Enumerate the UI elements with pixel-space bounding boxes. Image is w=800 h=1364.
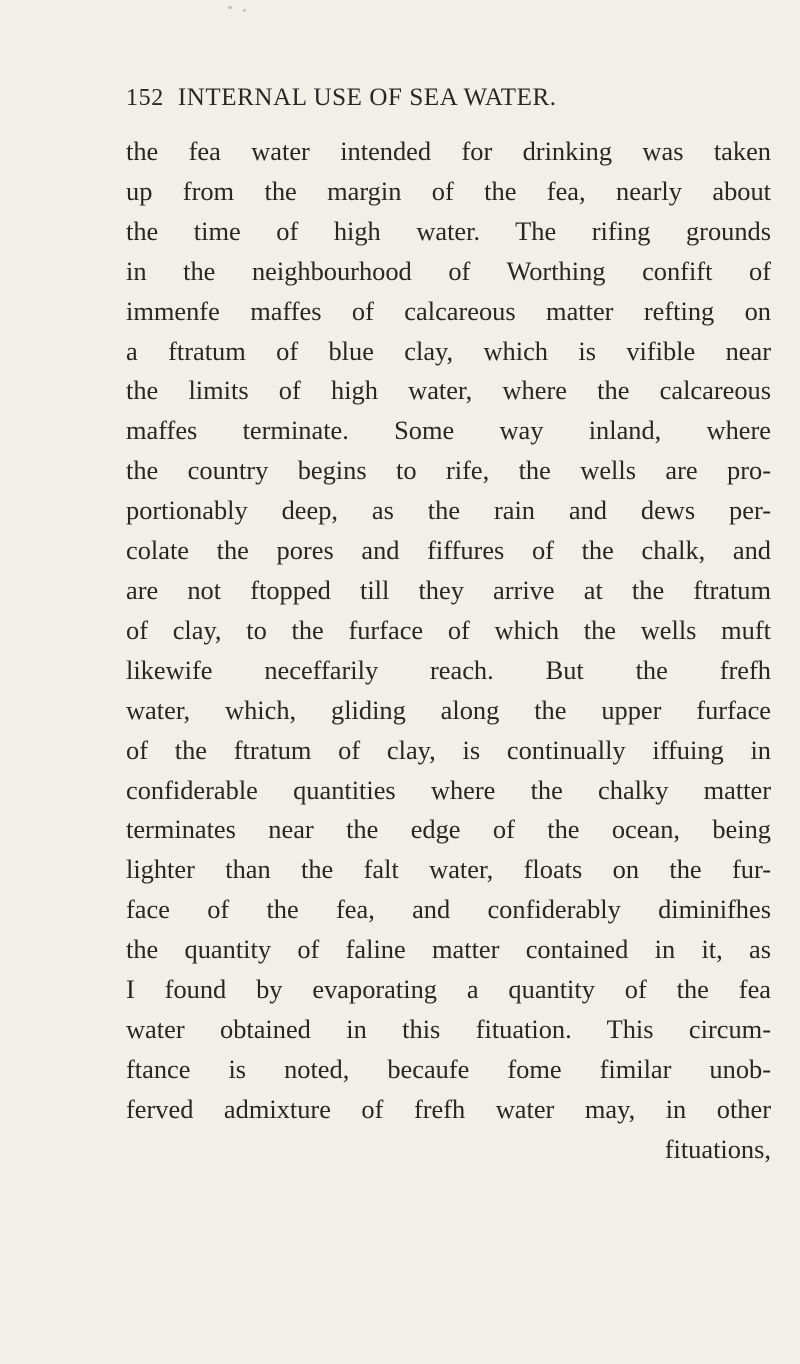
text-line: I found by evaporating a quantity of the fea — [126, 974, 771, 1005]
running-title: INTERNAL USE OF SEA WATER. — [177, 84, 557, 111]
text-line: ftance is noted, becaufe fome fimilar unob- — [126, 1053, 771, 1084]
text-line: the limits of high water, where the calcareous — [126, 375, 771, 406]
text-line: face of the fea, and confiderably diminifhes — [126, 894, 771, 925]
text-line: of clay, to the furface of which the wells muft — [126, 614, 771, 645]
text-line: immenfe maffes of calcareous matter refting on — [126, 295, 771, 326]
text-line: up from the margin of the fea, nearly about — [126, 175, 771, 206]
ink-speck — [228, 6, 232, 9]
text-line: water, which, gliding along the upper furface — [126, 694, 771, 725]
running-header — [126, 84, 557, 112]
text-line: are not ftopped till they arrive at the ftratum — [126, 574, 771, 605]
text-line: confiderable quantities where the chalky matter — [126, 774, 771, 805]
text-line-catchword: fituations, — [664, 1133, 771, 1164]
page-number: 152 — [126, 85, 164, 111]
text-line: likewife neceffarily reach. But the frefh — [126, 654, 771, 685]
body-text — [126, 132, 771, 1170]
text-line: terminates near the edge of the ocean, being — [126, 814, 771, 845]
text-line: colate the pores and fiffures of the chalk, and — [126, 535, 771, 566]
text-line: water obtained in this fituation. This circum- — [126, 1013, 771, 1044]
text-line: the quantity of faline matter contained in it, as — [126, 934, 771, 965]
text-line: maffes terminate. Some way inland, where — [126, 415, 771, 446]
text-line: of the ftratum of clay, is continually iffuing in — [126, 734, 771, 765]
ink-speck — [243, 9, 246, 12]
text-line: a ftratum of blue clay, which is vifible near — [126, 335, 771, 366]
text-line: the fea water intended for drinking was taken — [126, 136, 771, 166]
text-line: the time of high water. The rifing grounds — [126, 215, 771, 246]
text-line: in the neighbourhood of Worthing confift of — [126, 255, 771, 286]
text-line: the country begins to rife, the wells are pro- — [126, 455, 771, 486]
text-line: ferved admixture of frefh water may, in other — [126, 1093, 771, 1124]
text-line: portionably deep, as the rain and dews per- — [126, 495, 771, 526]
text-line: lighter than the falt water, floats on the fur- — [126, 854, 771, 885]
